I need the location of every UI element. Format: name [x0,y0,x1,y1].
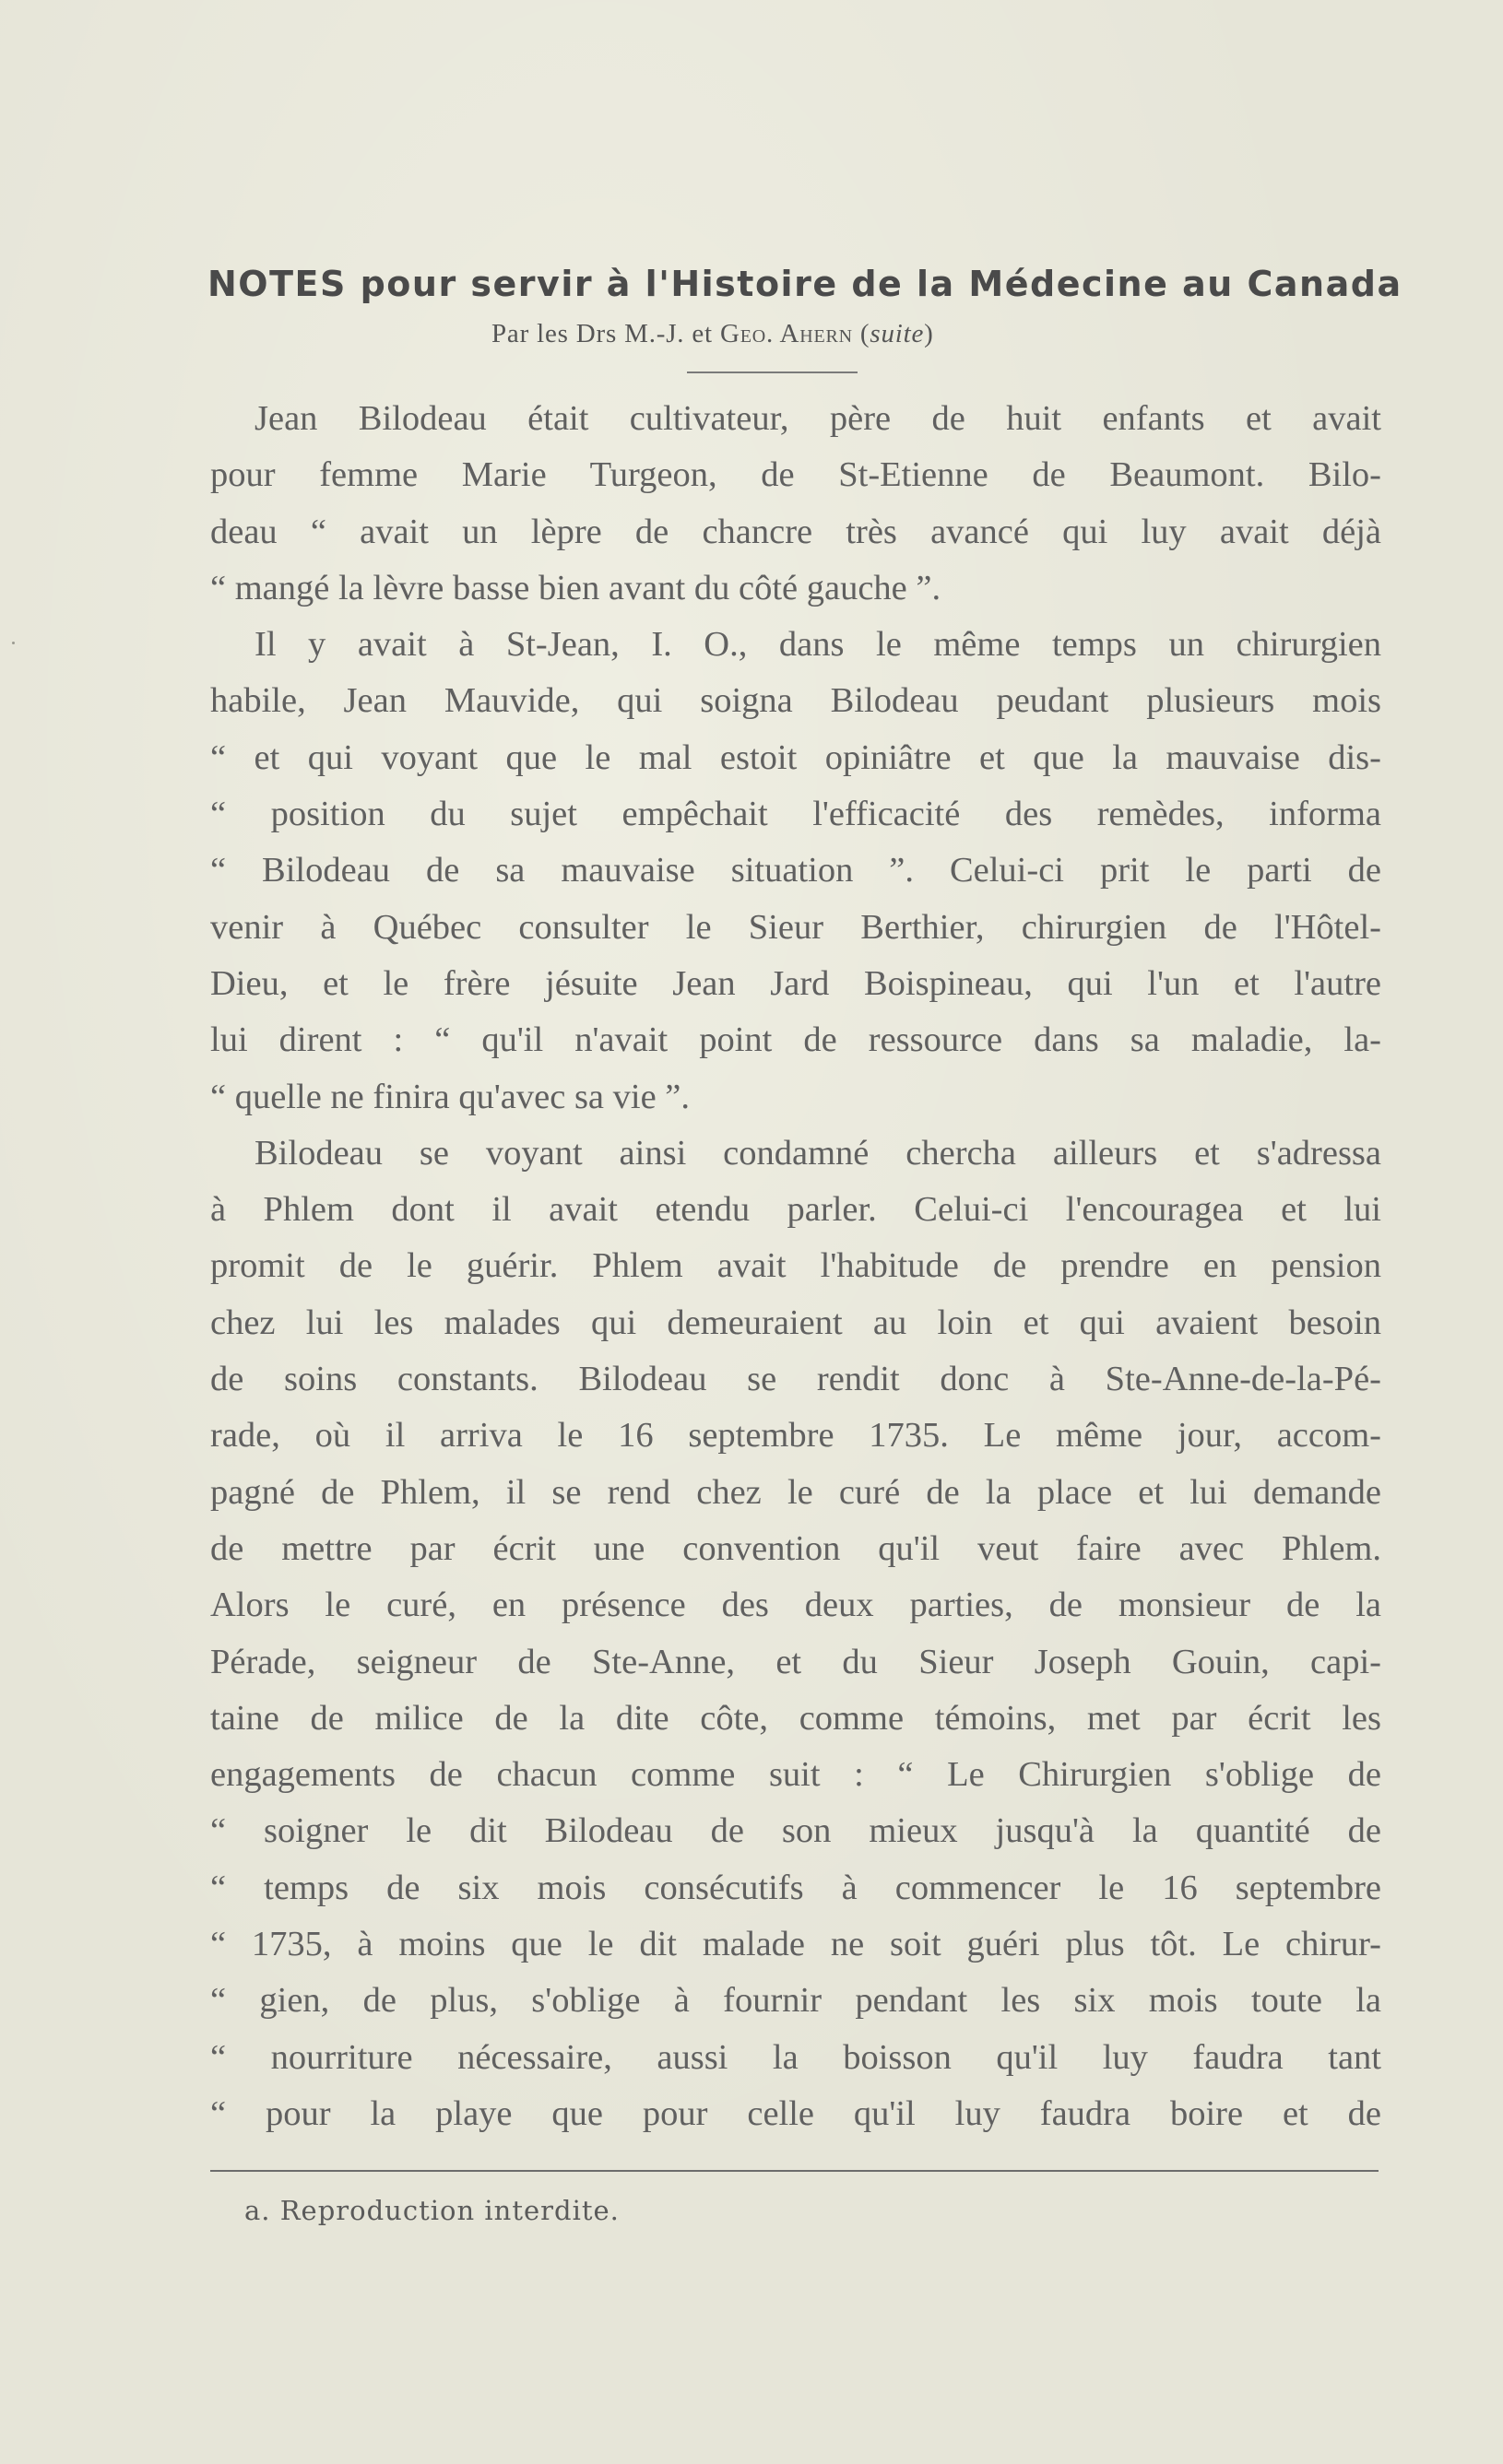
body-line: Bilodeau se voyant ainsi condamné chercha ailleurs et s'adressa [254,1133,1381,1173]
body-line: pour femme Marie Turgeon, de St-Etienne de Beaumont. Bilo- [210,455,1381,495]
body-line: “ mangé la lèvre basse bien avant du côté gauche ”. [210,568,941,607]
body-line: de mettre par écrit une convention qu'il veut faire avec Phlem. [210,1528,1381,1568]
body-line: Dieu, et le frère jésuite Jean Jard Boispineau, qui l'un et l'autre [210,963,1381,1003]
body-line: habile, Jean Mauvide, qui soigna Bilodeau peudant plusieurs mois [210,681,1381,721]
body-line: “ 1735, à moins que le dit malade ne soit guéri plus tôt. Le chirur- [210,1925,1381,1964]
body-line: à Phlem dont il avait etendu parler. Celui-ci l'encouragea et lui [210,1190,1381,1230]
body-line: lui dirent : “ qu'il n'avait point de ressource dans sa maladie, la- [210,1020,1381,1060]
body-line: “ quelle ne finira qu'avec sa vie ”. [210,1077,691,1116]
body-line: “ gien, de plus, s'oblige à fournir pendant les six mois toute la [210,1981,1381,2021]
body-line: chez lui les malades qui demeuraient au loin et qui avaient besoin [210,1303,1381,1342]
body-line: taine de milice de la dite côte, comme témoins, met par écrit les [210,1698,1381,1738]
article-title: NOTES pour servir à l'Histoire de la Médecine au Canada [207,264,1402,304]
article-byline: Par les Drs M.-J. et Geo. Ahern (suite) [491,319,934,348]
body-line: promit de le guérir. Phlem avait l'habitude de prendre en pension [210,1246,1381,1286]
body-line: “ et qui voyant que le mal estoit opiniâtre et que la mauvaise dis- [210,737,1381,777]
footnote: a. Reproduction interdite. [244,2195,620,2226]
body-line: Jean Bilodeau était cultivateur, père de huit enfants et avait [254,399,1381,438]
byline-prefix: Par les Drs M.-J. et [491,319,720,348]
body-line: “ temps de six mois consécutifs à commencer le 16 septembre [210,1868,1381,1907]
body-line: “ pour la playe que pour celle qu'il luy faudra boire et de [210,2093,1381,2133]
byline-author: Geo. Ahern [719,319,853,348]
body-line: Alors le curé, en présence des deux parties, de monsieur de la [210,1586,1381,1625]
article-body [210,391,1381,2142]
paper-speck [12,642,15,644]
body-line: Il y avait à St-Jean, I. O., dans le même temps un chirurgien [254,625,1381,665]
title-divider [687,371,858,373]
body-line: de soins constants. Bilodeau se rendit donc à Ste-Anne-de-la-Pé- [210,1360,1381,1399]
body-line: pagné de Phlem, il se rend chez le curé de la place et lui demande [210,1472,1381,1512]
body-line: deau “ avait un lèpre de chancre très avancé qui luy avait déjà [210,512,1381,551]
body-line: “ soigner le dit Bilodeau de son mieux jusqu'à la quantité de [210,1811,1381,1851]
footnote-divider [210,2170,1379,2172]
body-line: “ Bilodeau de sa mauvaise situation ”. Celui-ci prit le parti de [210,851,1381,890]
body-line: “ position du sujet empêchait l'efficacité des remèdes, informa [210,795,1381,834]
byline-suite: suite [870,319,925,348]
body-line: engagements de chacun comme suit : “ Le Chirurgien s'oblige de [210,1755,1381,1795]
body-line: “ nourriture nécessaire, aussi la boisson qu'il luy faudra tant [210,2037,1381,2077]
body-line: Pérade, seigneur de Ste-Anne, et du Sieur Joseph Gouin, capi- [210,1642,1381,1681]
body-line: rade, où il arriva le 16 septembre 1735. Le même jour, accom- [210,1416,1381,1456]
body-line: venir à Québec consulter le Sieur Berthier, chirurgien de l'Hôtel- [210,907,1381,947]
